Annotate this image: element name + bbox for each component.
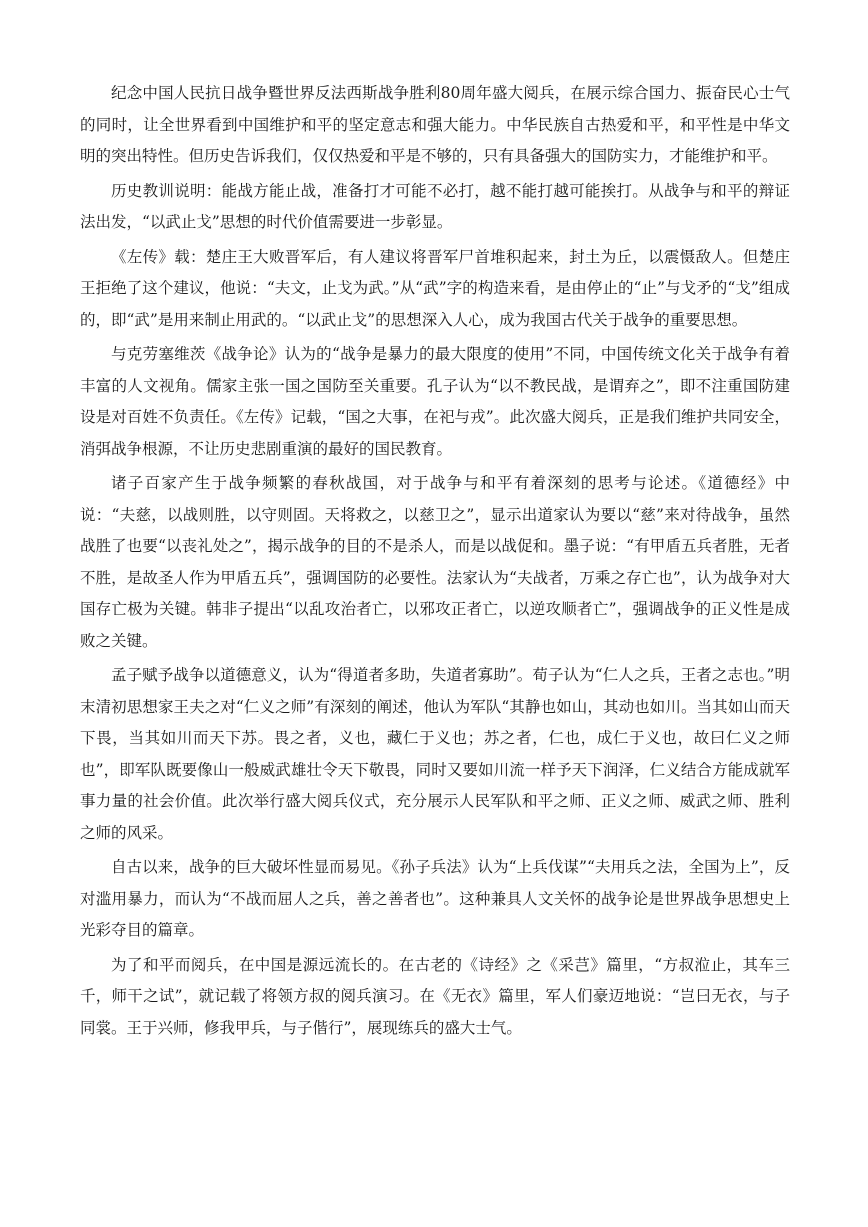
document-page — [80, 78, 790, 1047]
paragraph-8: 为了和平而阅兵，在中国是源远流长的。在古老的《诗经》之《采芑》篇里，“方叔涖止，其车三千，师干之试”，就记载了将领方叔的阅兵演习。在《无衣》篇里，军人们豪迈地说：“岂曰无衣，与子同裳。王于兴师，修我甲兵，与子偕行”，展现练兵的盛大士气。 — [80, 955, 790, 1037]
paragraph-5: 诸子百家产生于战争频繁的春秋战国，对于战争与和平有着深刻的思考与论述。《道德经》中说：“夫慈，以战则胜，以守则固。天将救之，以慈卫之”，显示出道家认为要以“慈”来对待战争，虽然战胜了也要“以丧礼处之”，揭示战争的目的不是杀人，而是以战促和。墨子说：“有甲盾五兵者胜，无者不胜，是故圣人作为甲盾五兵”，强调国防的必要性。法家认为“夫战者，万乘之存亡也”，认为战争对大国存亡极为关键。韩非子提出“以乱攻治者亡，以邪攻正者亡，以逆攻顺者亡”，强调战争的正义性是成败之关键。 — [80, 474, 790, 650]
paragraph-2: 历史教训说明：能战方能止战，准备打才可能不必打，越不能打越可能挨打。从战争与和平的辩证法出发，“以武止戈”思想的时代价值需要进一步彰显。 — [80, 181, 790, 231]
paragraph-7: 自古以来，战争的巨大破坏性显而易见。《孙子兵法》认为“上兵伐谋”“夫用兵之法，全国为上”，反对滥用暴力，而认为“不战而屈人之兵，善之善者也”。这种兼具人文关怀的战争论是世界战争思想史上光彩夺目的篇章。 — [80, 858, 790, 939]
paragraph-3: 《左传》载：楚庄王大败晋军后，有人建议将晋军尸首堆积起来，封土为丘，以震慑敌人。但楚庄王拒绝了这个建议，他说：“夫文，止戈为武。”从“武”字的构造来看，是由停止的“止”与戈矛的“戈”组成的，即“武”是用来制止用武的。“以武止戈”的思想深入人心，成为我国古代关于战争的重要思想。 — [80, 247, 790, 329]
paragraph-1: 纪念中国人民抗日战争暨世界反法西斯战争胜利80周年盛大阅兵，在展示综合国力、振奋民心士气的同时，让全世界看到中国维护和平的坚定意志和强大能力。中华民族自古热爱和平，和平性是中华文明的突出特性。但历史告诉我们，仅仅热爱和平是不够的，只有具备强大的国防实力，才能维护和平。 — [80, 84, 790, 165]
paragraph-4: 与克劳塞维茨《战争论》认为的“战争是暴力的最大限度的使用”不同，中国传统文化关于战争有着丰富的人文视角。儒家主张一国之国防至关重要。孔子认为“以不教民战，是谓弃之”，即不注重国防建设是对百姓不负责任。《左传》记载，“国之大事，在祀与戎”。此次盛大阅兵，正是我们维护共同安全，消弭战争根源，不让历史悲剧重演的最好的国民教育。 — [80, 345, 790, 458]
paragraph-6: 孟子赋予战争以道德意义，认为“得道者多助，失道者寡助”。荀子认为“仁人之兵，王者之志也。”明末清初思想家王夫之对“仁义之师”有深刻的阐述，他认为军队“其静也如山，其动也如川。当其如山而天下畏，当其如川而天下苏。畏之者，义也，藏仁于义也；苏之者，仁也，成仁于义也，故曰仁义之师也”，即军队既要像山一般威武雄壮令天下敬畏，同时又要如川流一样予天下润泽，仁义结合方能成就军事力量的社会价值。此次举行盛大阅兵仪式，充分展示人民军队和平之师、正义之师、威武之师、胜利之师的风采。 — [80, 666, 790, 842]
